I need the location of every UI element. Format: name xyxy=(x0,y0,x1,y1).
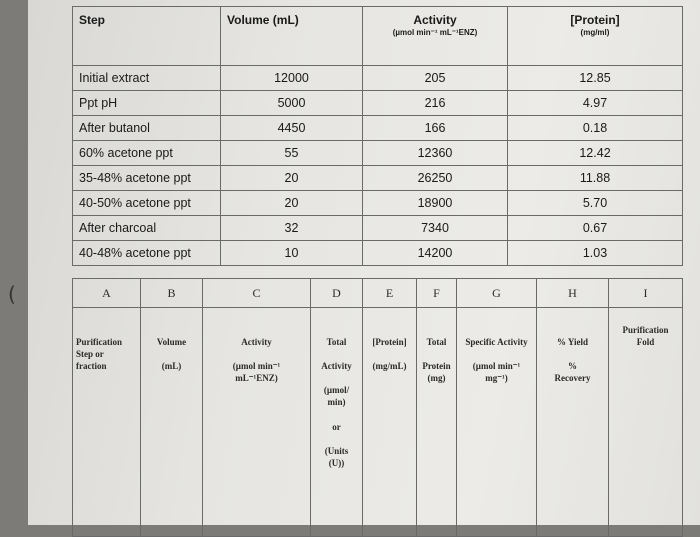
cell-volume: 55 xyxy=(221,141,363,166)
cell-protein: 12.42 xyxy=(508,141,683,166)
heading-activity: Activity (µmol min⁻¹ mL⁻¹ENZ) xyxy=(203,308,311,537)
cell-volume: 4450 xyxy=(221,116,363,141)
heading-protein-concentration: [Protein] (mg/mL) xyxy=(363,308,417,537)
cell-step: 35-48% acetone ppt xyxy=(73,166,221,191)
purification-data-table xyxy=(72,6,683,266)
cell-step: 60% acetone ppt xyxy=(73,141,221,166)
column-letter: C xyxy=(203,279,311,308)
table-row xyxy=(73,216,683,241)
header-volume-label: Volume (mL) xyxy=(227,13,299,27)
cell-volume: 20 xyxy=(221,191,363,216)
cell-step: After butanol xyxy=(73,116,221,141)
cell-step: Initial extract xyxy=(73,66,221,91)
header-protein-units: (mg/ml) xyxy=(580,28,610,37)
cell-activity: 12360 xyxy=(363,141,508,166)
cell-volume: 20 xyxy=(221,166,363,191)
cell-step: 40-50% acetone ppt xyxy=(73,191,221,216)
header-protein-label: [Protein] xyxy=(570,13,620,27)
cell-volume: 10 xyxy=(221,241,363,266)
table-row xyxy=(73,191,683,216)
cell-volume: 32 xyxy=(221,216,363,241)
heading-yield: % Yield % Recovery xyxy=(537,308,609,537)
cell-step: After charcoal xyxy=(73,216,221,241)
table-row xyxy=(73,116,683,141)
cell-protein: 4.97 xyxy=(508,91,683,116)
table-row xyxy=(73,66,683,91)
heading-purification-fold: Purification Fold xyxy=(609,308,683,537)
header-activity-units: (µmol min⁻¹ mL⁻¹ENZ) xyxy=(392,28,478,37)
heading-purification-step: Purification Step or fraction xyxy=(73,308,141,537)
cell-volume: 12000 xyxy=(221,66,363,91)
cell-protein: 12.85 xyxy=(508,66,683,91)
cell-activity: 26250 xyxy=(363,166,508,191)
heading-volume: Volume (mL) xyxy=(141,308,203,537)
header-volume xyxy=(221,7,363,66)
cell-protein: 0.67 xyxy=(508,216,683,241)
table-row xyxy=(73,166,683,191)
cell-activity: 166 xyxy=(363,116,508,141)
cell-activity: 7340 xyxy=(363,216,508,241)
header-activity xyxy=(363,7,508,66)
cell-protein: 5.70 xyxy=(508,191,683,216)
column-letter: E xyxy=(363,279,417,308)
cell-protein: 1.03 xyxy=(508,241,683,266)
header-protein xyxy=(508,7,683,66)
table-row xyxy=(73,241,683,266)
table-row xyxy=(73,141,683,166)
cell-volume: 5000 xyxy=(221,91,363,116)
cell-activity: 18900 xyxy=(363,191,508,216)
cell-step: 40-48% acetone ppt xyxy=(73,241,221,266)
cell-activity: 14200 xyxy=(363,241,508,266)
worksheet xyxy=(72,6,682,525)
heading-specific-activity: Specific Activity (µmol min⁻¹ mg⁻¹) xyxy=(457,308,537,537)
purification-worksheet-table xyxy=(72,278,683,537)
cell-step: Ppt pH xyxy=(73,91,221,116)
column-letter: F xyxy=(417,279,457,308)
column-letter: H xyxy=(537,279,609,308)
column-letter: D xyxy=(311,279,363,308)
margin-bracket-mark: ( xyxy=(8,282,16,306)
cell-protein: 0.18 xyxy=(508,116,683,141)
header-activity-label: Activity xyxy=(413,13,457,27)
cell-activity: 205 xyxy=(363,66,508,91)
header-step: Step xyxy=(73,7,221,66)
heading-total-activity: Total Activity (µmol/ min) or (Units (U)) xyxy=(311,308,363,537)
column-letter: G xyxy=(457,279,537,308)
cell-activity: 216 xyxy=(363,91,508,116)
cell-protein: 11.88 xyxy=(508,166,683,191)
column-letter: A xyxy=(73,279,141,308)
table-row xyxy=(73,91,683,116)
column-letter-row xyxy=(73,279,683,308)
column-letter: I xyxy=(609,279,683,308)
heading-total-protein: Total Protein (mg) xyxy=(417,308,457,537)
table-header-row xyxy=(73,7,683,66)
column-letter: B xyxy=(141,279,203,308)
column-heading-row xyxy=(73,308,683,537)
